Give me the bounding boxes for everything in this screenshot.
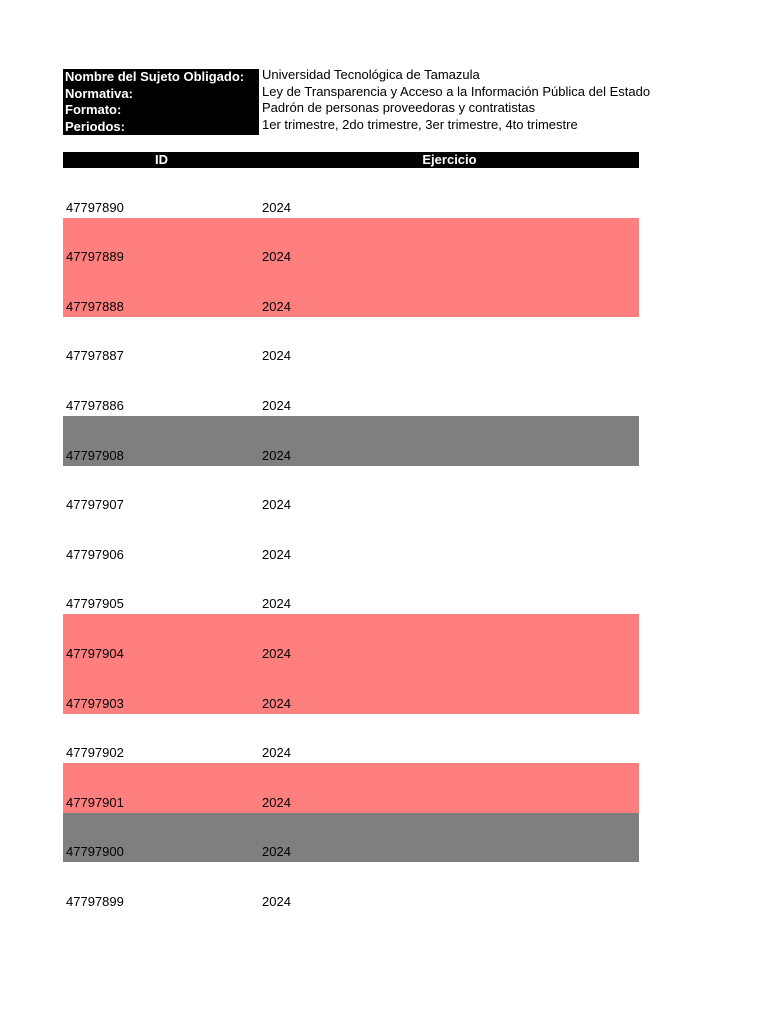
cell-ejercicio: 2024 [262, 844, 291, 860]
cell-ejercicio: 2024 [262, 397, 291, 413]
cell-ejercicio: 2024 [262, 745, 291, 761]
table-row [63, 565, 639, 615]
label-formato: Formato: [65, 102, 122, 117]
cell-ejercicio: 2024 [262, 298, 291, 314]
cell-id: 47797888 [66, 298, 124, 314]
table-row [63, 317, 639, 367]
metadata-values [260, 67, 650, 133]
table-row [63, 267, 639, 317]
cell-ejercicio: 2024 [262, 199, 291, 215]
table-row [63, 466, 639, 516]
table-row [63, 614, 639, 664]
value-sujeto-obligado: Universidad Tecnológica de Tamazula [262, 67, 480, 82]
cell-id: 47797903 [66, 695, 124, 711]
cell-ejercicio: 2024 [262, 249, 291, 265]
cell-id: 47797887 [66, 348, 124, 364]
table-row [63, 763, 639, 813]
cell-ejercicio: 2024 [262, 497, 291, 513]
cell-id: 47797901 [66, 794, 124, 810]
cell-ejercicio: 2024 [262, 695, 291, 711]
value-formato: Padrón de personas proveedoras y contratistas [262, 100, 536, 115]
cell-id: 47797900 [66, 844, 124, 860]
header-ejercicio: Ejercicio [422, 152, 477, 167]
table-row [63, 218, 639, 268]
label-periodos: Periodos: [65, 118, 125, 134]
table-header [63, 152, 639, 168]
cell-id: 47797902 [66, 745, 124, 761]
table-row [63, 515, 639, 565]
cell-id: 47797886 [66, 397, 124, 413]
cell-ejercicio: 2024 [262, 794, 291, 810]
cell-ejercicio: 2024 [262, 447, 291, 463]
label-normativa: Normativa: [65, 85, 133, 101]
table-row [63, 862, 639, 912]
cell-id: 47797899 [66, 893, 124, 909]
cell-ejercicio: 2024 [262, 546, 291, 562]
table-row [63, 664, 639, 714]
cell-ejercicio: 2024 [262, 596, 291, 612]
value-periodos: 1er trimestre, 2do trimestre, 3er trimestre, 4to trimestre [262, 116, 578, 132]
table-row [63, 714, 639, 764]
label-sujeto-obligado: Nombre del Sujeto Obligado: [65, 69, 245, 84]
cell-id: 47797889 [66, 249, 124, 265]
table-row [63, 416, 639, 466]
cell-ejercicio: 2024 [262, 645, 291, 661]
value-normativa: Ley de Transparencia y Acceso a la Información Pública del Estado [262, 83, 651, 99]
metadata-labels [63, 69, 259, 135]
header-id: ID [155, 152, 168, 167]
table-row [63, 813, 639, 863]
cell-id: 47797906 [66, 546, 124, 562]
cell-ejercicio: 2024 [262, 893, 291, 909]
table-row [63, 366, 639, 416]
cell-ejercicio: 2024 [262, 348, 291, 364]
cell-id: 47797907 [66, 497, 124, 513]
cell-id: 47797908 [66, 447, 124, 463]
cell-id: 47797905 [66, 596, 124, 612]
cell-id: 47797904 [66, 645, 124, 661]
table-row [63, 168, 639, 218]
cell-id: 47797890 [66, 199, 124, 215]
